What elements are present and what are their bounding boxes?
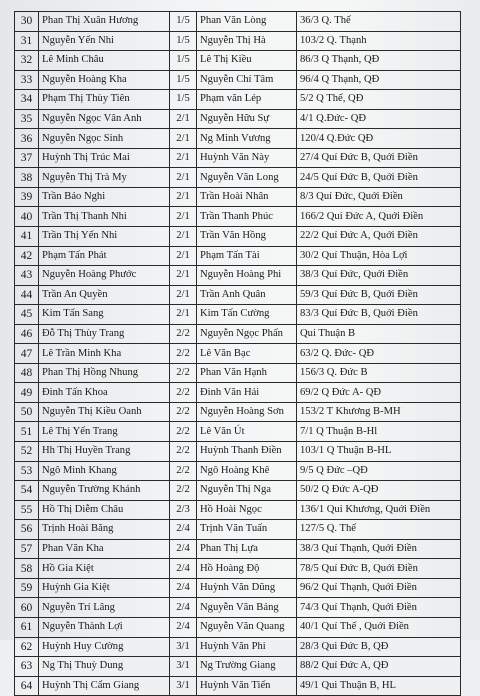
- row-number-cell: 38: [15, 168, 39, 188]
- student-name-cell: Nguyễn Trường Khánh: [39, 481, 170, 501]
- row-number-cell: 50: [15, 402, 39, 422]
- table-row: [15, 207, 461, 227]
- parent-name-cell: Huỳnh Văn Tiến: [197, 676, 297, 696]
- student-name-cell: Hồ Thị Diễm Châu: [39, 500, 170, 520]
- address-cell: 120/4 Q.Đức QĐ: [297, 129, 461, 149]
- address-cell: 153/2 T Khương B-MH: [297, 402, 461, 422]
- student-name-cell: Trần Thị Yến Nhi: [39, 227, 170, 247]
- class-code-cell: 2/2: [170, 363, 197, 383]
- parent-name-cell: Trịnh Văn Tuấn: [197, 520, 297, 540]
- address-cell: 103/1 Q Thuận B-HL: [297, 442, 461, 462]
- table-row: [15, 266, 461, 286]
- table-row: [15, 657, 461, 677]
- row-number-cell: 56: [15, 520, 39, 540]
- table-row: [15, 51, 461, 71]
- address-cell: 40/1 Quí Thế , Quới Điền: [297, 617, 461, 637]
- parent-name-cell: Phan Văn Lòng: [197, 12, 297, 32]
- address-cell: Qui Thuận B: [297, 324, 461, 344]
- parent-name-cell: Huỳnh Văn Dũng: [197, 578, 297, 598]
- parent-name-cell: Nguyễn Chí Tâm: [197, 70, 297, 90]
- table-row: [15, 461, 461, 481]
- parent-name-cell: Hồ Hoài Ngọc: [197, 500, 297, 520]
- row-number-cell: 39: [15, 187, 39, 207]
- address-cell: 8/3 Quí Đức, Quới Điền: [297, 187, 461, 207]
- class-code-cell: 2/4: [170, 520, 197, 540]
- row-number-cell: 41: [15, 227, 39, 247]
- student-name-cell: Đinh Tấn Khoa: [39, 383, 170, 403]
- class-code-cell: 3/1: [170, 657, 197, 677]
- table-row: [15, 676, 461, 696]
- table-row: [15, 129, 461, 149]
- student-name-cell: Phạm Thị Thùy Tiên: [39, 90, 170, 110]
- table-row: [15, 500, 461, 520]
- row-number-cell: 63: [15, 657, 39, 677]
- row-number-cell: 34: [15, 90, 39, 110]
- table-row: [15, 227, 461, 247]
- row-number-cell: 37: [15, 148, 39, 168]
- table-row: [15, 402, 461, 422]
- address-cell: 74/3 Quí Thạnh, Quới Điền: [297, 598, 461, 618]
- class-code-cell: 2/1: [170, 227, 197, 247]
- student-name-cell: Trịnh Hoài Băng: [39, 520, 170, 540]
- row-number-cell: 61: [15, 617, 39, 637]
- row-number-cell: 48: [15, 363, 39, 383]
- row-number-cell: 36: [15, 129, 39, 149]
- parent-name-cell: Lê Văn Út: [197, 422, 297, 442]
- class-code-cell: 2/1: [170, 168, 197, 188]
- table-row: [15, 246, 461, 266]
- address-cell: 7/1 Q Thuận B-Hl: [297, 422, 461, 442]
- student-name-cell: Huỳnh Gia Kiệt: [39, 578, 170, 598]
- student-name-cell: Nguyễn Trí Lâng: [39, 598, 170, 618]
- table-row: [15, 578, 461, 598]
- student-name-cell: Phan Thị Xuân Hương: [39, 12, 170, 32]
- class-code-cell: 2/1: [170, 207, 197, 227]
- student-name-cell: Lê Thị Yến Trang: [39, 422, 170, 442]
- student-name-cell: Huỳnh Thị Trúc Mai: [39, 148, 170, 168]
- class-code-cell: 1/5: [170, 90, 197, 110]
- student-name-cell: Nguyễn Ngọc Vân Anh: [39, 109, 170, 129]
- parent-name-cell: Nguyễn Hoàng Sơn: [197, 402, 297, 422]
- table-row: [15, 559, 461, 579]
- class-code-cell: 2/2: [170, 481, 197, 501]
- student-name-cell: Lê Trần Minh Kha: [39, 344, 170, 364]
- address-cell: 166/2 Quí Đức A, Quới Điền: [297, 207, 461, 227]
- class-code-cell: 2/2: [170, 344, 197, 364]
- student-name-cell: Kim Tấn Sang: [39, 305, 170, 325]
- row-number-cell: 46: [15, 324, 39, 344]
- student-name-cell: Nguyễn Hoàng Kha: [39, 70, 170, 90]
- address-cell: 59/3 Quí Đức B, Quới Điền: [297, 285, 461, 305]
- row-number-cell: 64: [15, 676, 39, 696]
- class-code-cell: 2/1: [170, 246, 197, 266]
- class-code-cell: 2/4: [170, 617, 197, 637]
- address-cell: 5/2 Q Thế, QĐ: [297, 90, 461, 110]
- table-row: [15, 442, 461, 462]
- table-row: [15, 109, 461, 129]
- address-cell: 88/2 Quí Đức A, QĐ: [297, 657, 461, 677]
- parent-name-cell: Trần Văn Hồng: [197, 227, 297, 247]
- address-cell: 28/3 Qui Đức B, QĐ: [297, 637, 461, 657]
- class-code-cell: 2/1: [170, 187, 197, 207]
- parent-name-cell: Phạm văn Lép: [197, 90, 297, 110]
- class-code-cell: 2/2: [170, 422, 197, 442]
- student-name-cell: Trần Bảo Nghi: [39, 187, 170, 207]
- table-row: [15, 31, 461, 51]
- address-cell: 103/2 Q. Thạnh: [297, 31, 461, 51]
- student-name-cell: Ng Thị Thuỳ Dung: [39, 657, 170, 677]
- address-cell: 96/4 Q Thạnh, QĐ: [297, 70, 461, 90]
- parent-name-cell: Ng Minh Vương: [197, 129, 297, 149]
- address-cell: 9/5 Q Đức –QĐ: [297, 461, 461, 481]
- row-number-cell: 52: [15, 442, 39, 462]
- address-cell: 38/3 Quí Đức, Quới Điền: [297, 266, 461, 286]
- parent-name-cell: Phạm Tấn Tài: [197, 246, 297, 266]
- student-name-cell: Phan Văn Kha: [39, 539, 170, 559]
- address-cell: 86/3 Q Thạnh, QĐ: [297, 51, 461, 71]
- table-row: [15, 187, 461, 207]
- student-name-cell: Huỳnh Huy Cường: [39, 637, 170, 657]
- row-number-cell: 33: [15, 70, 39, 90]
- address-cell: 49/1 Qui Thuận B, HL: [297, 676, 461, 696]
- row-number-cell: 31: [15, 31, 39, 51]
- class-code-cell: 2/4: [170, 539, 197, 559]
- class-code-cell: 2/4: [170, 578, 197, 598]
- address-cell: 4/1 Q.Đức- QĐ: [297, 109, 461, 129]
- class-code-cell: 1/5: [170, 12, 197, 32]
- address-cell: 27/4 Quí Đức B, Quới Điền: [297, 148, 461, 168]
- class-code-cell: 2/1: [170, 305, 197, 325]
- row-number-cell: 54: [15, 481, 39, 501]
- parent-name-cell: Nguyễn Văn Long: [197, 168, 297, 188]
- row-number-cell: 30: [15, 12, 39, 32]
- class-code-cell: 2/2: [170, 383, 197, 403]
- address-cell: 127/5 Q. Thế: [297, 520, 461, 540]
- address-cell: 38/3 Quí Thạnh, Quới Điền: [297, 539, 461, 559]
- parent-name-cell: Huỳnh Văn Phi: [197, 637, 297, 657]
- student-table: [14, 11, 461, 696]
- student-name-cell: Phạm Tấn Phát: [39, 246, 170, 266]
- class-code-cell: 3/1: [170, 637, 197, 657]
- row-number-cell: 42: [15, 246, 39, 266]
- parent-name-cell: Nguyễn Văn Bảng: [197, 598, 297, 618]
- class-code-cell: 2/3: [170, 500, 197, 520]
- table-row: [15, 305, 461, 325]
- table-row: [15, 285, 461, 305]
- class-code-cell: 2/2: [170, 442, 197, 462]
- address-cell: 50/2 Q Đức A-QĐ: [297, 481, 461, 501]
- table-row: [15, 363, 461, 383]
- student-name-cell: Huỳnh Thị Cẩm Giang: [39, 676, 170, 696]
- class-code-cell: 2/1: [170, 285, 197, 305]
- student-name-cell: Hồ Gia Kiệt: [39, 559, 170, 579]
- parent-name-cell: Trần Anh Quân: [197, 285, 297, 305]
- student-name-cell: Nguyễn Hoàng Phước: [39, 266, 170, 286]
- table-row: [15, 148, 461, 168]
- row-number-cell: 53: [15, 461, 39, 481]
- parent-name-cell: Huỳnh Văn Này: [197, 148, 297, 168]
- student-name-cell: Ngô Minh Khang: [39, 461, 170, 481]
- row-number-cell: 49: [15, 383, 39, 403]
- parent-name-cell: Nguyễn Hoàng Phi: [197, 266, 297, 286]
- parent-name-cell: Hồ Hoàng Độ: [197, 559, 297, 579]
- table-row: [15, 344, 461, 364]
- class-code-cell: 1/5: [170, 31, 197, 51]
- parent-name-cell: Ngô Hoàng Khê: [197, 461, 297, 481]
- student-name-cell: Trần Thị Thanh Nhi: [39, 207, 170, 227]
- student-name-cell: Hh Thị Huyền Trang: [39, 442, 170, 462]
- student-name-cell: Đỗ Thị Thùy Trang: [39, 324, 170, 344]
- parent-name-cell: Lê Văn Bạc: [197, 344, 297, 364]
- class-code-cell: 2/1: [170, 129, 197, 149]
- address-cell: 136/1 Qui Khương, Quới Điền: [297, 500, 461, 520]
- table-row: [15, 383, 461, 403]
- class-code-cell: 2/4: [170, 559, 197, 579]
- class-code-cell: 2/2: [170, 461, 197, 481]
- class-code-cell: 3/1: [170, 676, 197, 696]
- parent-name-cell: Kim Tấn Cường: [197, 305, 297, 325]
- address-cell: 63/2 Q. Đức- QĐ: [297, 344, 461, 364]
- table-row: [15, 324, 461, 344]
- address-cell: 83/3 Quí Đức B, Quới Điền: [297, 305, 461, 325]
- parent-name-cell: Lê Thị Kiều: [197, 51, 297, 71]
- student-name-cell: Nguyễn Yến Nhi: [39, 31, 170, 51]
- table-row: [15, 90, 461, 110]
- student-name-cell: Lê Minh Châu: [39, 51, 170, 71]
- table-row: [15, 598, 461, 618]
- address-cell: 24/5 Quí Đức B, Quới Điền: [297, 168, 461, 188]
- address-cell: 22/2 Quí Đức A, Quới Điền: [297, 227, 461, 247]
- table-row: [15, 70, 461, 90]
- table-row: [15, 481, 461, 501]
- student-name-cell: Nguyễn Thị Trà My: [39, 168, 170, 188]
- parent-name-cell: Trần Hoài Nhân: [197, 187, 297, 207]
- parent-name-cell: Huỳnh Thanh Điền: [197, 442, 297, 462]
- row-number-cell: 43: [15, 266, 39, 286]
- row-number-cell: 32: [15, 51, 39, 71]
- table-row: [15, 168, 461, 188]
- class-code-cell: 1/5: [170, 70, 197, 90]
- class-code-cell: 2/2: [170, 324, 197, 344]
- table-row: [15, 520, 461, 540]
- row-number-cell: 45: [15, 305, 39, 325]
- parent-name-cell: Trần Thanh Phúc: [197, 207, 297, 227]
- row-number-cell: 59: [15, 578, 39, 598]
- row-number-cell: 40: [15, 207, 39, 227]
- row-number-cell: 58: [15, 559, 39, 579]
- address-cell: 36/3 Q. Thế: [297, 12, 461, 32]
- address-cell: 69/2 Q Đức A- QĐ: [297, 383, 461, 403]
- class-code-cell: 2/4: [170, 598, 197, 618]
- parent-name-cell: Nguyễn Thị Hà: [197, 31, 297, 51]
- parent-name-cell: Đinh Văn Hải: [197, 383, 297, 403]
- parent-name-cell: Nguyễn Thị Nga: [197, 481, 297, 501]
- table-row: [15, 617, 461, 637]
- row-number-cell: 35: [15, 109, 39, 129]
- class-code-cell: 2/1: [170, 266, 197, 286]
- address-cell: 156/3 Q. Đức B: [297, 363, 461, 383]
- address-cell: 78/5 Quí Đức B, Quới Điền: [297, 559, 461, 579]
- parent-name-cell: Nguyễn Hữu Sự: [197, 109, 297, 129]
- student-name-cell: Trần An Quyền: [39, 285, 170, 305]
- row-number-cell: 62: [15, 637, 39, 657]
- class-code-cell: 2/1: [170, 109, 197, 129]
- row-number-cell: 55: [15, 500, 39, 520]
- student-name-cell: Nguyễn Thành Lợi: [39, 617, 170, 637]
- class-code-cell: 2/1: [170, 148, 197, 168]
- table-row: [15, 12, 461, 32]
- class-code-cell: 1/5: [170, 51, 197, 71]
- row-number-cell: 44: [15, 285, 39, 305]
- student-name-cell: Phan Thị Hồng Nhung: [39, 363, 170, 383]
- class-code-cell: 2/2: [170, 402, 197, 422]
- parent-name-cell: Phan Thị Lựa: [197, 539, 297, 559]
- row-number-cell: 51: [15, 422, 39, 442]
- parent-name-cell: Ng Trường Giang: [197, 657, 297, 677]
- table-row: [15, 422, 461, 442]
- parent-name-cell: Nguyễn Ngọc Phấn: [197, 324, 297, 344]
- table-row: [15, 539, 461, 559]
- student-name-cell: Nguyễn Thị Kiều Oanh: [39, 402, 170, 422]
- parent-name-cell: Nguyễn Văn Quang: [197, 617, 297, 637]
- row-number-cell: 47: [15, 344, 39, 364]
- student-name-cell: Nguyễn Ngọc Sinh: [39, 129, 170, 149]
- parent-name-cell: Phan Văn Hạnh: [197, 363, 297, 383]
- row-number-cell: 60: [15, 598, 39, 618]
- address-cell: 30/2 Quí Thuận, Hòa Lợi: [297, 246, 461, 266]
- row-number-cell: 57: [15, 539, 39, 559]
- address-cell: 96/2 Quí Thạnh, Quới Điền: [297, 578, 461, 598]
